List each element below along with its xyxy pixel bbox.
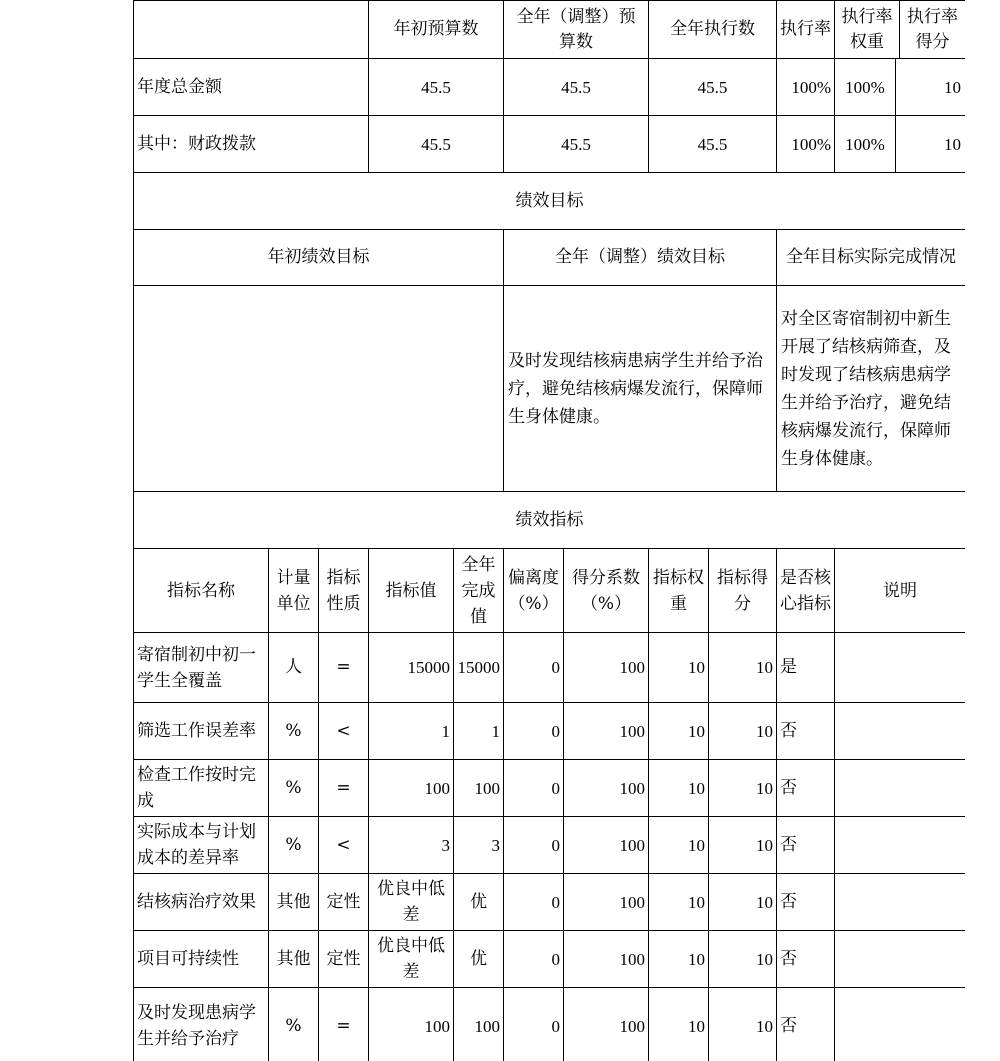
indicator-note bbox=[835, 703, 965, 760]
goals-section-title: 绩效目标 bbox=[134, 173, 966, 230]
goals-header-adjusted: 全年（调整）绩效目标 bbox=[504, 230, 777, 286]
indicator-coef: 100 bbox=[564, 817, 649, 874]
indicator-completed: 3 bbox=[454, 817, 504, 874]
budget-row-weight: 100% bbox=[835, 116, 896, 172]
report-grid bbox=[133, 0, 965, 1061]
indicator-row bbox=[134, 817, 966, 874]
indicator-unit: % bbox=[269, 760, 319, 817]
indicator-name: 寄宿制初中初一学生全覆盖 bbox=[134, 633, 269, 703]
indicator-nature: = bbox=[319, 988, 369, 1061]
budget-row-adjusted: 45.5 bbox=[504, 59, 649, 116]
indicator-nature: = bbox=[319, 633, 369, 703]
indicator-value: 100 bbox=[369, 988, 454, 1061]
indicator-core: 否 bbox=[777, 703, 835, 760]
indicator-row bbox=[134, 931, 966, 988]
indicator-value: 优良中低差 bbox=[369, 931, 454, 988]
performance-report-table bbox=[133, 0, 965, 1061]
indicator-deviation: 0 bbox=[504, 760, 564, 817]
indicator-core: 否 bbox=[777, 988, 835, 1061]
indicator-deviation: 0 bbox=[504, 703, 564, 760]
indicator-row bbox=[134, 633, 966, 703]
budget-header-initial: 年初预算数 bbox=[369, 1, 504, 59]
budget-row-initial: 45.5 bbox=[369, 116, 504, 173]
budget-row-weight: 100% bbox=[835, 59, 896, 115]
goals-header-row bbox=[134, 230, 966, 286]
indicator-coef: 100 bbox=[564, 874, 649, 931]
indicator-note bbox=[835, 931, 965, 988]
indicator-deviation: 0 bbox=[504, 874, 564, 931]
indicator-score: 10 bbox=[709, 931, 777, 988]
indicator-value: 100 bbox=[369, 760, 454, 817]
indicator-nature: 定性 bbox=[319, 874, 369, 931]
indicator-note bbox=[835, 874, 965, 931]
indicator-nature: < bbox=[319, 703, 369, 760]
indicator-name: 筛选工作误差率 bbox=[134, 703, 269, 760]
indicator-nature: < bbox=[319, 817, 369, 874]
indicator-weight: 10 bbox=[649, 703, 709, 760]
indicator-weight: 10 bbox=[649, 760, 709, 817]
indicator-unit: 其他 bbox=[269, 931, 319, 988]
indicator-nature: = bbox=[319, 760, 369, 817]
budget-header-adjusted: 全年（调整）预算数 bbox=[504, 1, 649, 59]
indicator-core: 否 bbox=[777, 760, 835, 817]
indicator-completed: 优 bbox=[454, 931, 504, 988]
indicators-header-unit: 计量单位 bbox=[269, 549, 319, 633]
indicator-name: 项目可持续性 bbox=[134, 931, 269, 988]
indicator-deviation: 0 bbox=[504, 931, 564, 988]
indicators-header-score: 指标得分 bbox=[709, 549, 777, 633]
goals-actual-text: 对全区寄宿制初中新生开展了结核病筛查，及时发现了结核病患病学生并给予治疗，避免结核病爆发流行，保障师生身体健康。 bbox=[777, 286, 965, 492]
indicator-deviation: 0 bbox=[504, 817, 564, 874]
indicator-note bbox=[835, 817, 965, 874]
indicator-weight: 10 bbox=[649, 988, 709, 1061]
budget-header-row bbox=[134, 1, 966, 59]
indicator-coef: 100 bbox=[564, 633, 649, 703]
budget-row bbox=[134, 59, 966, 116]
indicator-name: 实际成本与计划成本的差异率 bbox=[134, 817, 269, 874]
indicator-core: 否 bbox=[777, 931, 835, 988]
indicator-value: 1 bbox=[369, 703, 454, 760]
budget-row bbox=[134, 116, 966, 173]
budget-row-initial: 45.5 bbox=[369, 59, 504, 116]
indicators-header-nature: 指标性质 bbox=[319, 549, 369, 633]
indicator-score: 10 bbox=[709, 988, 777, 1061]
indicators-header-deviation: 偏离度（%） bbox=[504, 549, 564, 633]
budget-row-label: 其中：财政拨款 bbox=[134, 116, 369, 173]
indicators-header-core: 是否核心指标 bbox=[777, 549, 835, 633]
indicator-value: 15000 bbox=[369, 633, 454, 703]
indicator-core: 否 bbox=[777, 874, 835, 931]
indicator-unit: % bbox=[269, 817, 319, 874]
indicator-completed: 15000 bbox=[454, 633, 504, 703]
indicators-header-row bbox=[134, 549, 966, 633]
indicators-header-name: 指标名称 bbox=[134, 549, 269, 633]
budget-row-weight-score bbox=[835, 116, 965, 173]
budget-header-rate-weight: 执行率权重 bbox=[835, 1, 900, 58]
indicator-score: 10 bbox=[709, 874, 777, 931]
indicator-weight: 10 bbox=[649, 633, 709, 703]
indicator-note bbox=[835, 760, 965, 817]
indicator-nature: 定性 bbox=[319, 931, 369, 988]
indicator-completed: 100 bbox=[454, 760, 504, 817]
indicator-note bbox=[835, 988, 965, 1061]
budget-row-score: 10 bbox=[944, 134, 962, 154]
indicator-coef: 100 bbox=[564, 988, 649, 1061]
budget-row-adjusted: 45.5 bbox=[504, 116, 649, 173]
indicators-header-completed: 全年完成值 bbox=[454, 549, 504, 633]
indicator-score: 10 bbox=[709, 760, 777, 817]
indicator-row bbox=[134, 703, 966, 760]
budget-row-rate: 100% bbox=[777, 59, 835, 116]
budget-header-blank bbox=[134, 1, 369, 59]
indicator-score: 10 bbox=[709, 703, 777, 760]
indicator-coef: 100 bbox=[564, 703, 649, 760]
indicators-header-coef: 得分系数（%） bbox=[564, 549, 649, 633]
indicator-deviation: 0 bbox=[504, 633, 564, 703]
indicators-header-weight: 指标权重 bbox=[649, 549, 709, 633]
indicator-core: 是 bbox=[777, 633, 835, 703]
indicator-weight: 10 bbox=[649, 931, 709, 988]
indicator-note bbox=[835, 633, 965, 703]
indicator-name: 及时发现患病学生并给予治疗 bbox=[134, 988, 269, 1061]
indicator-unit: 人 bbox=[269, 633, 319, 703]
indicator-completed: 优 bbox=[454, 874, 504, 931]
budget-row-executed: 45.5 bbox=[649, 59, 777, 116]
indicator-row bbox=[134, 760, 966, 817]
indicator-unit: % bbox=[269, 703, 319, 760]
budget-row-score: 10 bbox=[944, 77, 962, 97]
budget-header-rate-score: 执行率得分 bbox=[907, 6, 959, 52]
goals-header-initial: 年初绩效目标 bbox=[134, 230, 504, 286]
indicator-unit: 其他 bbox=[269, 874, 319, 931]
indicator-name: 结核病治疗效果 bbox=[134, 874, 269, 931]
budget-header-exec-rate: 执行率 bbox=[777, 1, 835, 59]
indicator-value: 3 bbox=[369, 817, 454, 874]
budget-header-executed: 全年执行数 bbox=[649, 1, 777, 59]
budget-row-weight-score bbox=[835, 59, 965, 116]
indicator-unit: % bbox=[269, 988, 319, 1061]
goals-header-actual: 全年目标实际完成情况 bbox=[777, 230, 965, 286]
budget-row-executed: 45.5 bbox=[649, 116, 777, 173]
indicator-deviation: 0 bbox=[504, 988, 564, 1061]
indicator-completed: 1 bbox=[454, 703, 504, 760]
indicator-value: 优良中低差 bbox=[369, 874, 454, 931]
indicator-score: 10 bbox=[709, 817, 777, 874]
indicator-coef: 100 bbox=[564, 760, 649, 817]
indicators-header-note: 说明 bbox=[835, 549, 965, 633]
budget-row-label: 年度总金额 bbox=[134, 59, 369, 116]
indicator-completed: 100 bbox=[454, 988, 504, 1061]
goals-initial-text bbox=[134, 286, 504, 492]
indicators-section-title: 绩效指标 bbox=[134, 492, 966, 549]
indicator-score: 10 bbox=[709, 633, 777, 703]
goals-adjusted-text: 及时发现结核病患病学生并给予治疗，避免结核病爆发流行，保障师生身体健康。 bbox=[504, 286, 777, 492]
indicators-title-row bbox=[134, 492, 966, 549]
goals-content-row bbox=[134, 286, 966, 492]
indicator-name: 检查工作按时完成 bbox=[134, 760, 269, 817]
indicator-weight: 10 bbox=[649, 874, 709, 931]
goals-title-row bbox=[134, 173, 966, 230]
indicator-core: 否 bbox=[777, 817, 835, 874]
indicator-row bbox=[134, 988, 966, 1061]
budget-row-rate: 100% bbox=[777, 116, 835, 173]
budget-header-weight-score bbox=[835, 1, 965, 59]
indicator-coef: 100 bbox=[564, 931, 649, 988]
indicator-row bbox=[134, 874, 966, 931]
indicator-weight: 10 bbox=[649, 817, 709, 874]
indicators-header-value: 指标值 bbox=[369, 549, 454, 633]
